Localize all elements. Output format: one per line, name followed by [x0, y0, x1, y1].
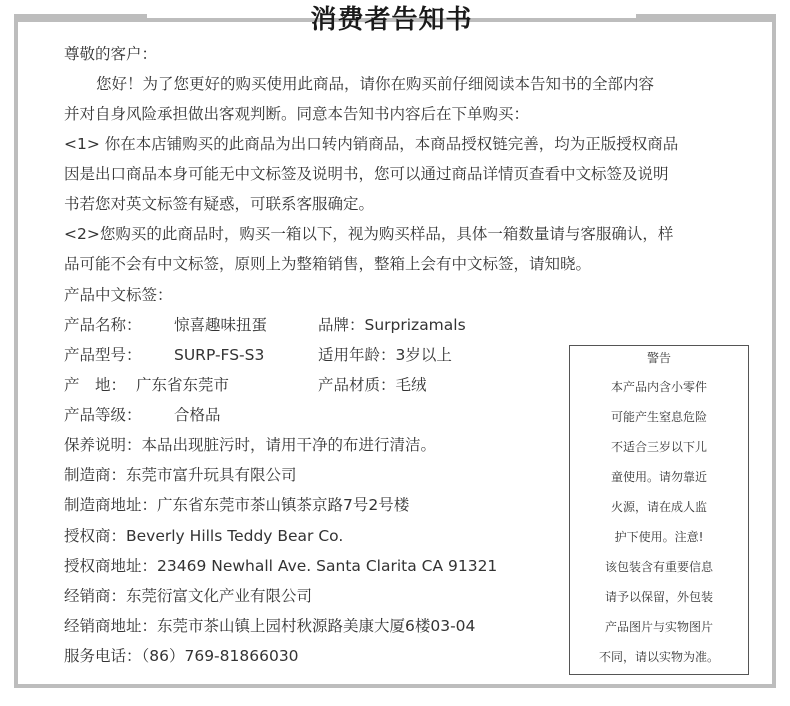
warning-line: 产品图片与实物图片	[604, 620, 713, 634]
product-name-label: 产品名称：	[64, 316, 142, 334]
warning-line: 本产品内含小零件	[610, 380, 707, 394]
product-name-value: 惊喜趣味扭蛋	[174, 316, 268, 334]
intro-line-1: 您好！为了您更好的购买使用此商品，请你在购买前仔细阅读本告知书的全部内容	[96, 75, 655, 93]
notice-1-line-3: 书若您对英文标签有疑惑，可联系客服确定。	[64, 195, 375, 213]
title-bar	[0, 0, 790, 40]
warning-line: 童使用。请勿靠近	[610, 470, 707, 484]
warning-line: 护下使用。注意!	[614, 530, 704, 544]
product-origin-label: 产 地：	[64, 376, 127, 394]
title-rule-right	[636, 14, 776, 19]
notice-1-line-1: <1> 你在本店铺购买的此商品为出口转内销商品，本商品授权链完善，均为正版授权商品	[64, 135, 679, 153]
warning-line: 请予以保留，外包装	[604, 590, 713, 604]
label-heading: 产品中文标签：	[64, 286, 173, 304]
distributor: 经销商：东莞衍富文化产业有限公司	[64, 587, 313, 605]
licensor-address: 授权商地址：23469 Newhall Ave. Santa Clarita CA 91321	[64, 557, 498, 575]
product-grade-value: 合格品	[174, 406, 221, 424]
notice-2-line-1: <2>您购买的此商品时，购买一箱以下，视为购买样品，具体一箱数量请与客服确认，样	[64, 225, 674, 243]
title-rule-left	[14, 14, 147, 19]
warning-line: 不适合三岁以下儿	[610, 440, 707, 454]
manufacturer: 制造商：东莞市富升玩具有限公司	[64, 466, 297, 484]
warning-line: 火源，请在成人监	[610, 500, 707, 514]
greeting: 尊敬的客户：	[64, 45, 158, 63]
licensor: 授权商：Beverly Hills Teddy Bear Co.	[64, 527, 344, 545]
warning-line: 可能产生窒息危险	[610, 410, 707, 424]
manufacturer-address: 制造商地址：广东省东莞市茶山镇茶京路7号2号楼	[64, 496, 410, 514]
intro-line-2: 并对自身风险承担做出客观判断。同意本告知书内容后在下单购买：	[64, 105, 530, 123]
product-brand: 品牌：Surprizamals	[318, 316, 466, 334]
product-model-label: 产品型号：	[64, 346, 142, 364]
notice-2-line-2: 品可能不会有中文标签，原则上为整箱销售，整箱上会有中文标签，请知晓。	[64, 255, 592, 273]
warning-title: 警告	[646, 351, 671, 365]
warning-line: 该包装含有重要信息	[604, 560, 713, 574]
product-model-value: SURP-FS-S3	[174, 346, 265, 364]
service-phone: 服务电话：（86）769-81866030	[64, 647, 299, 665]
care-instructions: 保养说明：本品出现脏污时，请用干净的布进行清洁。	[64, 436, 437, 454]
distributor-address: 经销商地址：东莞市茶山镇上园村秋源路美康大厦6楼03-04	[64, 617, 476, 635]
notice-1-line-2: 因是出口商品本身可能无中文标签及说明书，您可以通过商品详情页查看中文标签及说明	[64, 165, 669, 183]
page-title: 消费者告知书	[310, 5, 473, 35]
warning-box	[569, 345, 749, 675]
product-material: 产品材质：毛绒	[318, 376, 427, 394]
product-origin-value: 广东省东莞市	[136, 376, 230, 394]
warning-line: 不同，请以实物为准。	[598, 650, 719, 664]
product-age: 适用年龄：3岁以上	[318, 346, 452, 364]
product-grade-label: 产品等级：	[64, 406, 142, 424]
